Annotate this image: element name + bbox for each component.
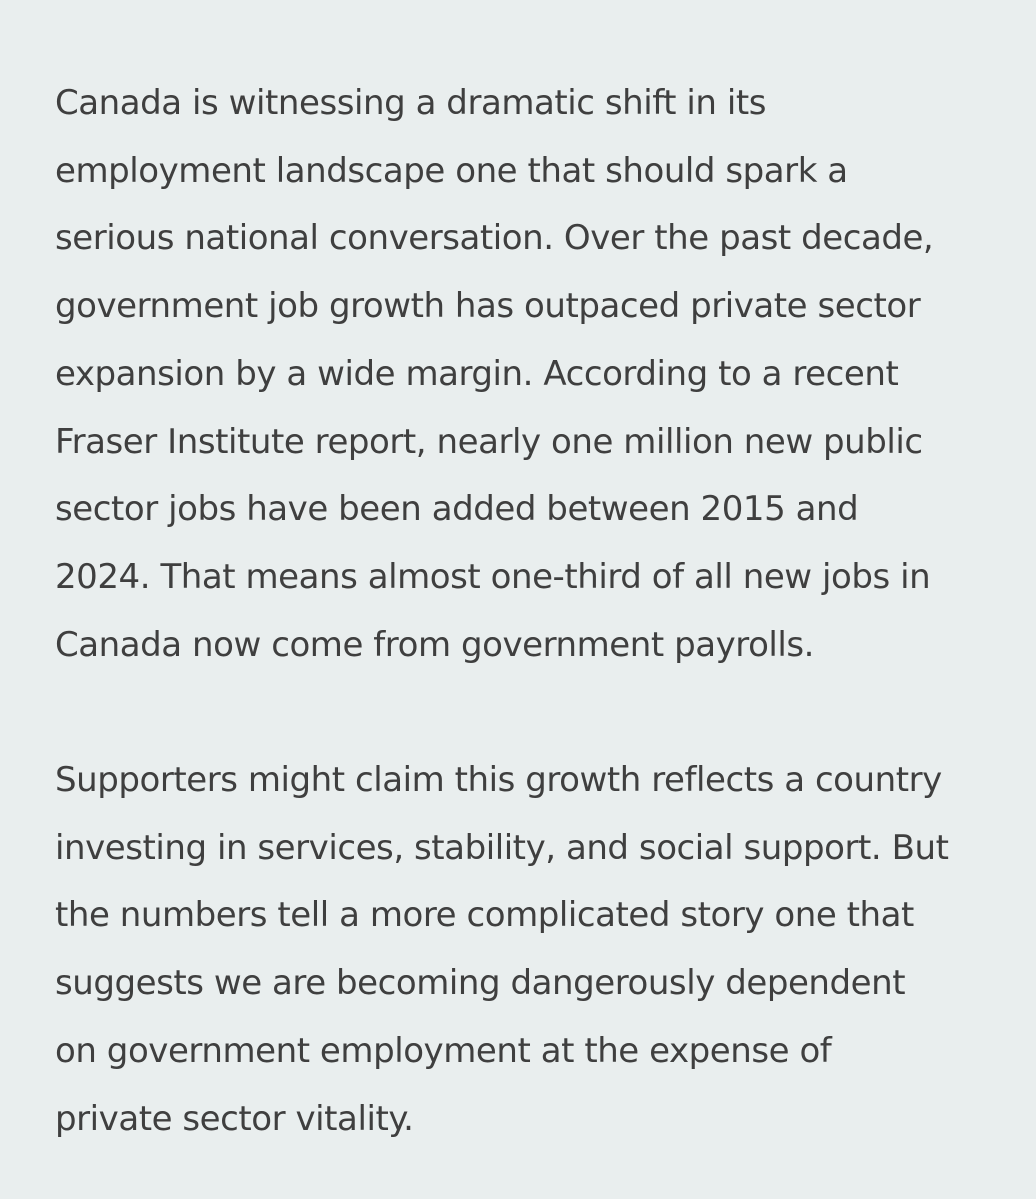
text-line: sector jobs have been added between 2015 and (55, 489, 859, 530)
article-body (55, 70, 995, 1153)
text-line: Supporters might claim this growth reflects a country (55, 760, 942, 801)
text-line: private sector vitality. (55, 1098, 414, 1139)
text-line: investing in services, stability, and social support. But (55, 827, 949, 868)
text-line: expansion by a wide margin. According to a recent (55, 353, 899, 394)
text-line: serious national conversation. Over the past decade, (55, 218, 934, 259)
text-line: employment landscape one that should spark a (55, 150, 848, 191)
text-line: on government employment at the expense of (55, 1030, 832, 1071)
text-line: Canada is witnessing a dramatic shift in its (55, 83, 767, 123)
paragraph-2 (55, 747, 995, 1153)
text-line: Canada now come from government payrolls. (55, 624, 815, 665)
text-line: government job growth has outpaced private sector (55, 286, 921, 327)
text-line: 2024. That means almost one-third of all new jobs in (55, 556, 931, 597)
paragraph-1 (55, 70, 995, 679)
text-line: Fraser Institute report, nearly one million new public (55, 421, 923, 462)
paragraph-spacer (55, 679, 995, 747)
text-line: suggests we are becoming dangerously dependent (55, 963, 906, 1004)
text-line: the numbers tell a more complicated story one that (55, 895, 914, 936)
